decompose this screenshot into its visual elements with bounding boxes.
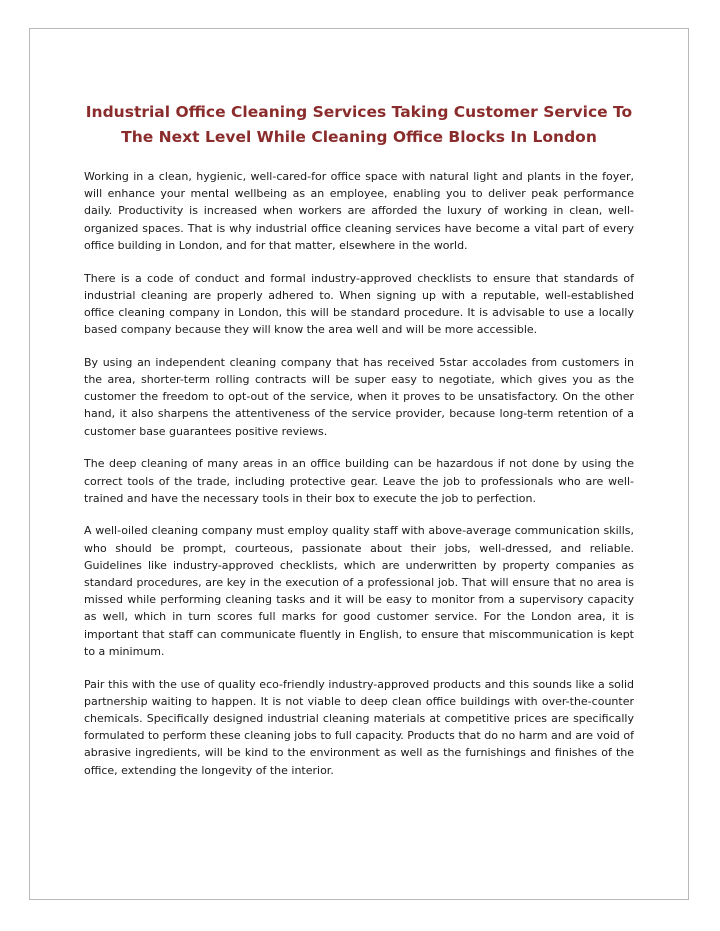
paragraph-4: The deep cleaning of many areas in an office building can be hazardous if not done by using the correct tools of the trade, including protective gear. Leave the job to professionals who are well-trained and have the necessary tools in their box to execute the job to perfection. — [84, 457, 634, 505]
document-body — [84, 100, 634, 794]
paragraph-2: There is a code of conduct and formal industry-approved checklists to ensure that standards of industrial cleaning are properly adhered to. When signing up with a reputable, well-established office cleaning company in London, this will be standard procedure. It is advisable to use a locally based company because they will know the area well and will be more accessible. — [84, 271, 634, 337]
paragraph-3: By using an independent cleaning company that has received 5star accolades from customers in the area, shorter-term rolling contracts will be super easy to negotiate, which gives you as the customer the freedom to opt-out of the service, when it proves to be unsatisfactory. On the other hand, it also sharpens the attentiveness of the service provider, because long-term retention of a customer base guarantees positive reviews. — [84, 355, 634, 438]
paragraph-1: Working in a clean, hygienic, well-cared-for office space with natural light and plants in the foyer, will enhance your mental wellbeing as an employee, enabling you to deliver peak performance daily. Productivity is increased when workers are afforded the luxury of working in clean, well-organized spaces. That is why industrial office cleaning services have become a vital part of every office building in London, and for that matter, elsewhere in the world. — [84, 170, 634, 252]
paragraph-5: A well-oiled cleaning company must employ quality staff with above-average communication skills, who should be prompt, courteous, passionate about their jobs, well-dressed, and reliable. Guidelines like industry-approved checklists, which are underwritten by property companies as standard procedures, are key in the execution of a professional job. That will ensure that no area is missed while performing cleaning tasks and it will be easy to monitor from a supervisory capacity as well, which in turn scores full marks for good customer service. For the London area, it is important that staff can communicate fluently in English, to ensure that miscommunication is kept to a minimum. — [84, 524, 634, 658]
document-title: Industrial Office Cleaning Services Taking Customer Service To The Next Level While Cleaning Office Blocks In London — [85, 103, 633, 146]
paragraph-6: Pair this with the use of quality eco-friendly industry-approved products and this sounds like a solid partnership waiting to happen. It is not viable to deep clean office buildings with over-the-counter chemicals. Specifically designed industrial cleaning materials at competitive prices are specifically formulated to perform these cleaning jobs to full capacity. Products that do no harm and are void of abrasive ingredients, will be kind to the environment as well as the furnishings and finishes of the office, extending the longevity of the interior. — [84, 677, 634, 777]
